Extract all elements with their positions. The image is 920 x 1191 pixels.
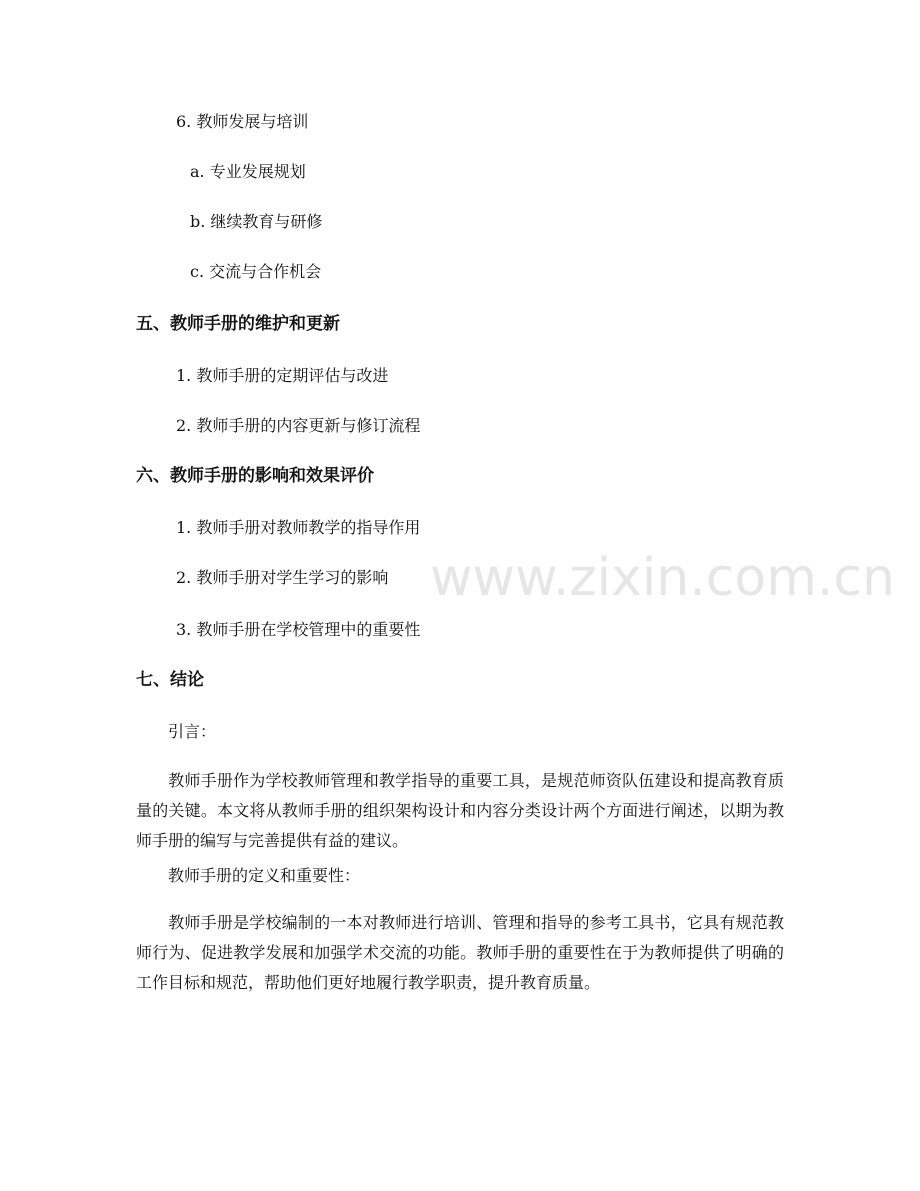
intro-label: 引言： bbox=[168, 722, 217, 741]
list-item-5-1: 1. 教师手册的定期评估与改进 bbox=[176, 366, 389, 385]
definition-label: 教师手册的定义和重要性： bbox=[168, 866, 361, 885]
section-heading-5: 五、教师手册的维护和更新 bbox=[136, 314, 340, 334]
list-item-6-2: 2. 教师手册对学生学习的影响 bbox=[176, 568, 389, 587]
watermark: www.zixin.com.cn bbox=[430, 548, 895, 608]
list-item-6c: c. 交流与合作机会 bbox=[190, 262, 322, 281]
paragraph-definition bbox=[136, 908, 784, 998]
list-item-6-1: 1. 教师手册对教师教学的指导作用 bbox=[176, 518, 421, 537]
list-item-6b: b. 继续教育与研修 bbox=[190, 212, 323, 231]
list-item-6a: a. 专业发展规划 bbox=[190, 162, 306, 181]
list-item-6-3: 3. 教师手册在学校管理中的重要性 bbox=[176, 620, 421, 639]
paragraph-definition-text: 教师手册是学校编制的一本对教师进行培训、管理和指导的参考工具书，它具有规范教师行为、促进教学发展和加强学术交流的功能。教师手册的重要性在于为教师提供了明确的工作目标和规范，帮助他们更好地履行教学职责，提升教育质量。 bbox=[136, 913, 784, 992]
section-heading-6: 六、教师手册的影响和效果评价 bbox=[136, 466, 374, 486]
list-item-6: 6. 教师发展与培训 bbox=[176, 112, 309, 131]
paragraph-intro-text: 教师手册作为学校教师管理和教学指导的重要工具，是规范师资队伍建设和提高教育质量的关键。本文将从教师手册的组织架构设计和内容分类设计两个方面进行阐述，以期为教师手册的编写与完善提供有益的建议。 bbox=[136, 771, 784, 850]
section-heading-7: 七、结论 bbox=[136, 670, 204, 690]
paragraph-intro bbox=[136, 766, 784, 856]
list-item-5-2: 2. 教师手册的内容更新与修订流程 bbox=[176, 416, 421, 435]
